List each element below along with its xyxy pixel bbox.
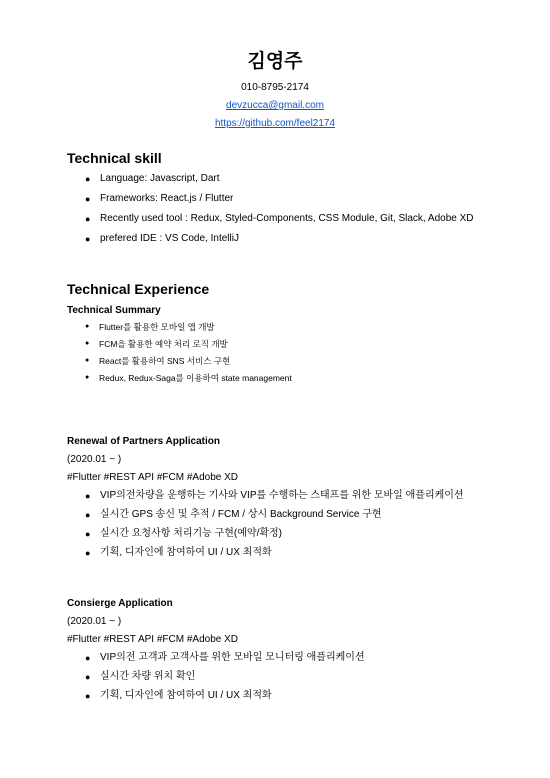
project-items [67, 651, 365, 708]
project-period: (2020.01 ~ ) [67, 454, 122, 465]
summary-heading: Technical Summary [67, 305, 161, 316]
bullet-icon: ● [85, 491, 91, 501]
applicant-name: 김영주 [247, 51, 303, 72]
bullet-icon: ● [85, 340, 90, 347]
skills-heading: Technical skill [67, 150, 162, 166]
list-item: ● Redux, Redux-Saga를 이용하여 state management [85, 373, 292, 383]
bullet-icon: ● [85, 529, 91, 539]
bullet-icon: ● [85, 194, 91, 204]
phone-number: 010-8795-2174 [241, 82, 309, 93]
list-item: ● React를 활용하여 SNS 서비스 구현 [85, 356, 231, 366]
bullet-icon: ● [85, 357, 90, 364]
list-item: ● Language: Javascript, Dart [85, 173, 220, 184]
bullet-icon: ● [85, 174, 91, 184]
list-item: ● VIP의전 고객과 고객사를 위한 모바일 모니터링 애플리케이션 [85, 652, 365, 663]
list-item: ● 실시간 요청사항 처리기능 구현(예약/확정) [85, 528, 282, 539]
bullet-icon: ● [85, 323, 90, 330]
list-item: ● Flutter를 활용한 모바일 앱 개발 [85, 322, 215, 332]
list-item: ● prefered IDE : VS Code, IntelliJ [85, 233, 239, 244]
github-link[interactable]: https://github.com/feel2174 [214, 118, 336, 129]
list-item: ● Recently used tool : Redux, Styled-Components, CSS Module, Git, Slack, Adobe XD [85, 213, 474, 224]
list-item: ● VIP의전차량을 운행하는 기사와 VIP를 수행하는 스태프를 위한 모바일 애플리케이션 [85, 490, 464, 501]
bullet-icon: ● [85, 374, 90, 381]
github-row [0, 118, 550, 129]
project-period: (2020.01 ~ ) [67, 616, 122, 627]
list-item: ● Frameworks: React.js / Flutter [85, 193, 234, 204]
list-item: ● 기획, 디자인에 참여하여 UI / UX 최적화 [85, 690, 272, 701]
email-row [0, 100, 550, 111]
skills-list [67, 172, 474, 252]
project-tags: #Flutter #REST API #FCM #Adobe XD [67, 472, 239, 483]
project-title: Consierge Application [67, 598, 173, 609]
bullet-icon: ● [85, 214, 91, 224]
project-tags: #Flutter #REST API #FCM #Adobe XD [67, 634, 239, 645]
experience-heading: Technical Experience [67, 281, 210, 297]
list-item: ● 실시간 GPS 송신 및 추적 / FCM / 상시 Background Service 구현 [85, 509, 382, 520]
project-title: Renewal of Partners Application [67, 436, 220, 447]
email-link[interactable]: devzucca@gmail.com [226, 100, 324, 111]
bullet-icon: ● [85, 548, 91, 558]
summary-list [67, 321, 292, 389]
list-item: ● 실시간 차량 위치 확인 [85, 671, 196, 682]
bullet-icon: ● [85, 672, 91, 682]
bullet-icon: ● [85, 691, 91, 701]
bullet-icon: ● [85, 653, 91, 663]
bullet-icon: ● [85, 234, 91, 244]
project-items [67, 489, 464, 565]
list-item: ● FCM을 활용한 예약 처리 로직 개발 [85, 339, 228, 349]
list-item: ● 기획, 디자인에 참여하여 UI / UX 최적화 [85, 547, 272, 558]
bullet-icon: ● [85, 510, 91, 520]
